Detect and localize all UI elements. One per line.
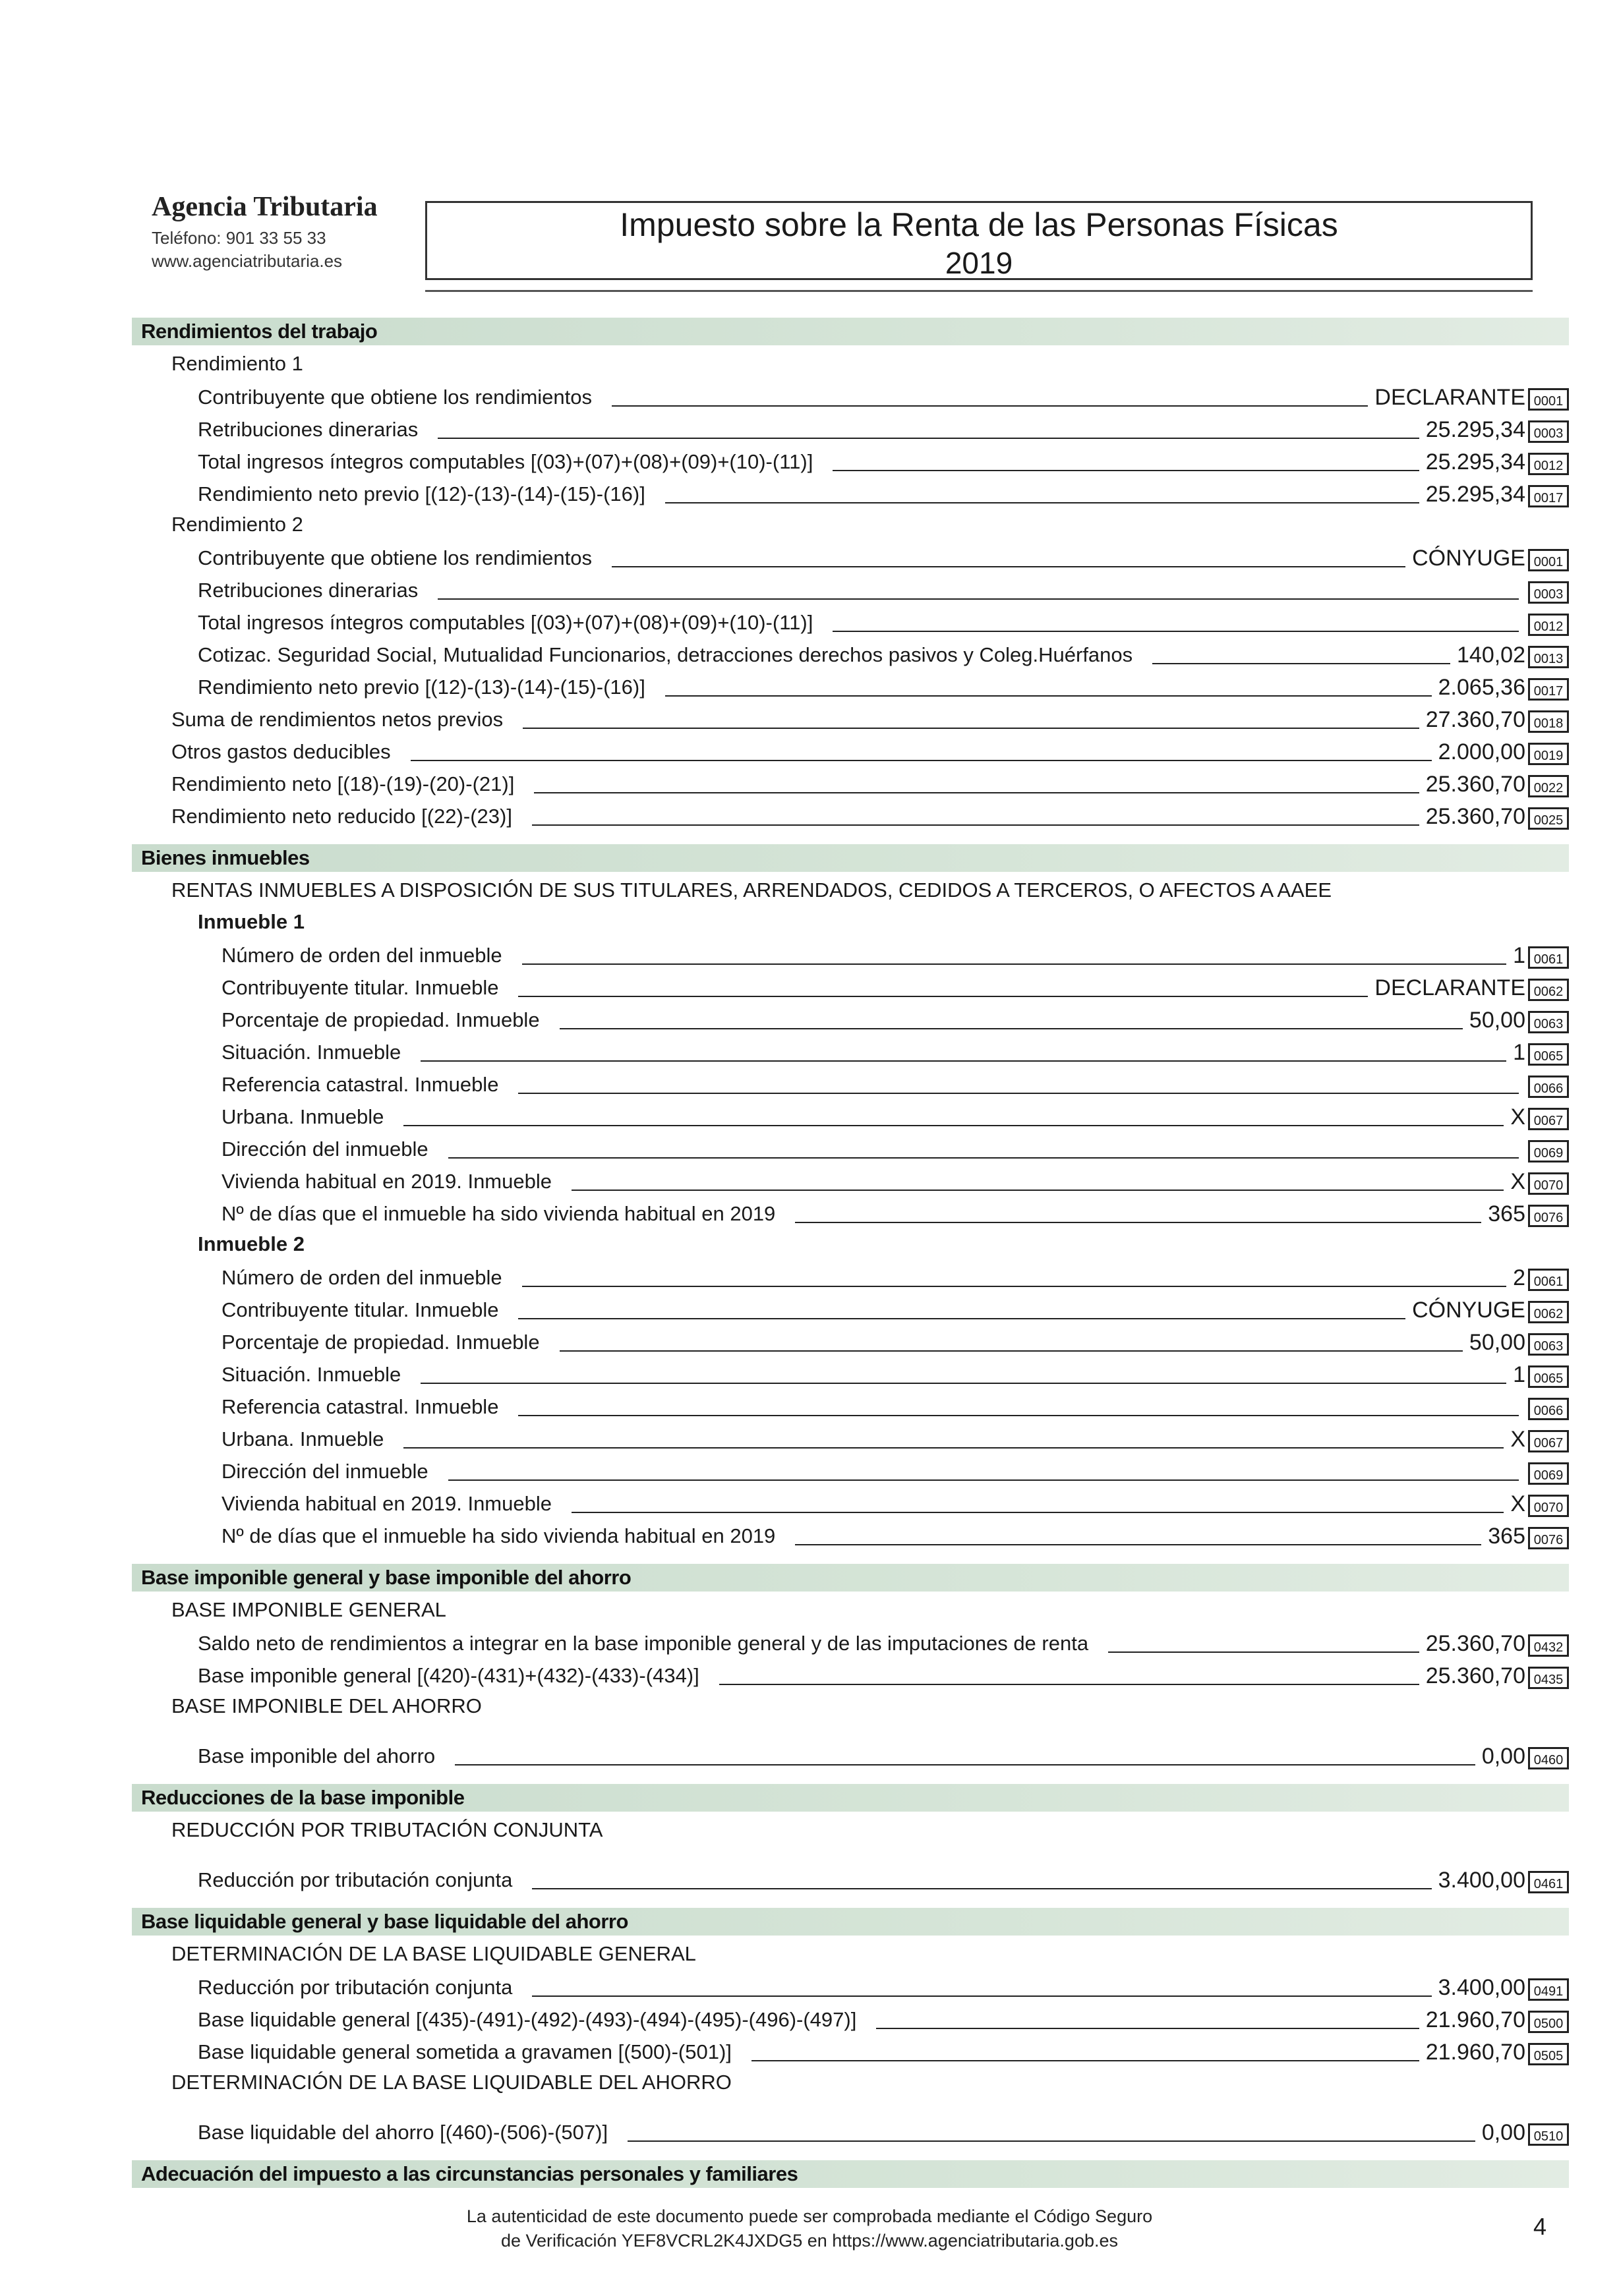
box-code: 0491 — [1528, 1978, 1569, 2001]
form-content — [132, 318, 1569, 2191]
field-label: Saldo neto de rendimientos a integrar en la base imponible general y de las imputaciones de renta — [198, 1632, 1089, 1655]
field-label: Dirección del inmueble — [221, 1137, 428, 1161]
leader-line — [448, 1479, 1519, 1481]
field-label: Nº de días que el inmueble ha sido vivienda habitual en 2019 — [221, 1524, 776, 1547]
box-code: 0012 — [1528, 453, 1569, 475]
leader-line — [421, 1060, 1506, 1062]
field-label: Número de orden del inmueble — [221, 1266, 502, 1289]
field-label: Dirección del inmueble — [221, 1460, 428, 1483]
field-value: 2 — [1513, 1265, 1525, 1290]
field-value: 1 — [1513, 943, 1525, 968]
leader-line — [795, 1544, 1481, 1545]
form-row — [132, 1292, 1569, 1325]
form-row — [132, 1002, 1569, 1035]
leader-line — [438, 598, 1519, 600]
leader-line — [665, 695, 1432, 697]
leader-line — [560, 1350, 1463, 1352]
box-code: 0063 — [1528, 1333, 1569, 1356]
section-header: Reducciones de la base imponible — [132, 1784, 1569, 1812]
field-label: Número de orden del inmueble — [221, 944, 502, 967]
box-code: 0510 — [1528, 2123, 1569, 2146]
form-row — [132, 1658, 1569, 1690]
box-code: 0435 — [1528, 1667, 1569, 1689]
box-code: 0432 — [1528, 1634, 1569, 1657]
field-value: X — [1510, 1491, 1525, 1516]
box-code: 0017 — [1528, 678, 1569, 701]
field-label: Urbana. Inmueble — [221, 1105, 384, 1128]
leader-line — [795, 1222, 1481, 1223]
form-row — [132, 970, 1569, 1002]
form-row — [132, 1421, 1569, 1454]
box-code: 0065 — [1528, 1365, 1569, 1388]
form-row — [132, 734, 1569, 766]
box-code: 0067 — [1528, 1108, 1569, 1130]
leader-line — [612, 566, 1405, 567]
box-code: 0069 — [1528, 1462, 1569, 1485]
verification-footer — [0, 2202, 1619, 2251]
leader-line — [403, 1447, 1504, 1449]
field-value: DECLARANTE — [1374, 385, 1525, 410]
leader-line — [1152, 663, 1450, 664]
box-code: 0066 — [1528, 1398, 1569, 1420]
field-value: 25.360,70 — [1425, 1663, 1525, 1688]
field-label: Reducción por tributación conjunta — [198, 1976, 513, 1999]
field-value: 0,00 — [1481, 1744, 1525, 1769]
form-row — [132, 573, 1569, 605]
form-row — [132, 1357, 1569, 1389]
field-value: X — [1510, 1427, 1525, 1452]
field-label: Urbana. Inmueble — [221, 1427, 384, 1450]
field-label: Rendimiento neto [(18)-(19)-(20)-(21)] — [171, 772, 515, 795]
page-number: 4 — [1533, 2213, 1547, 2240]
field-value: 365 — [1488, 1201, 1525, 1226]
box-code: 0019 — [1528, 743, 1569, 765]
field-label: Contribuyente que obtiene los rendimientos — [198, 386, 592, 409]
box-code: 0076 — [1528, 1205, 1569, 1227]
box-code: 0062 — [1528, 1301, 1569, 1323]
box-code: 0003 — [1528, 581, 1569, 604]
box-code: 0001 — [1528, 549, 1569, 571]
leader-line — [833, 470, 1419, 471]
form-row — [132, 799, 1569, 831]
field-label: Total ingresos íntegros computables [(03)+(07)+(08)+(09)+(10)-(11)] — [198, 450, 813, 473]
form-row — [132, 1196, 1569, 1228]
field-label: Vivienda habitual en 2019. Inmueble — [221, 1492, 552, 1515]
form-row — [132, 1260, 1569, 1292]
leader-line — [523, 728, 1419, 729]
leader-line — [534, 792, 1419, 793]
field-value: CÓNYUGE — [1412, 1298, 1525, 1323]
field-label: Rendimiento neto previo [(12)-(13)-(14)-(15)-(16)] — [198, 675, 645, 699]
agency-brand: Agencia Tributaria — [152, 192, 378, 222]
field-value: 140,02 — [1457, 643, 1525, 668]
form-row — [132, 938, 1569, 970]
field-label: Rendimiento neto reducido [(22)-(23)] — [171, 805, 512, 828]
section-header: Base imponible general y base imponible del ahorro — [132, 1564, 1569, 1592]
leader-line — [522, 1286, 1506, 1287]
field-label: Contribuyente titular. Inmueble — [221, 976, 499, 999]
form-row — [132, 2098, 1569, 2147]
agency-logo — [152, 191, 428, 272]
subsection-label: RENTAS INMUEBLES A DISPOSICIÓN DE SUS TITULARES, ARRENDADOS, CEDIDOS A TERCEROS, O AFECTOS A AAEE — [171, 878, 1332, 902]
box-code: 0067 — [1528, 1430, 1569, 1452]
subsection-label: Rendimiento 1 — [171, 352, 303, 375]
leader-line — [522, 963, 1506, 965]
leader-line — [612, 405, 1368, 407]
field-label: Nº de días que el inmueble ha sido vivienda habitual en 2019 — [221, 1202, 776, 1225]
footer-line-1: La autenticidad de este documento puede ser comprobada mediante el Código Seguro — [466, 2206, 1153, 2226]
leader-line — [438, 438, 1419, 439]
field-label: Base liquidable del ahorro [(460)-(506)-(507)] — [198, 2121, 608, 2144]
form-row — [132, 605, 1569, 637]
box-code: 0500 — [1528, 2011, 1569, 2033]
leader-line — [532, 1995, 1431, 1997]
field-label: Otros gastos deducibles — [171, 740, 391, 763]
box-code: 0460 — [1528, 1747, 1569, 1769]
field-value: X — [1510, 1105, 1525, 1130]
document-title-box — [425, 201, 1533, 280]
box-code: 0012 — [1528, 614, 1569, 636]
box-code: 0013 — [1528, 646, 1569, 668]
form-row — [132, 1067, 1569, 1099]
form-row — [132, 2002, 1569, 2034]
field-value: 25.360,70 — [1425, 772, 1525, 797]
form-row — [132, 1035, 1569, 1067]
box-code: 0070 — [1528, 1172, 1569, 1195]
field-label: Cotizac. Seguridad Social, Mutualidad Funcionarios, detracciones derechos pasivos y Coleg.Huérfanos — [198, 643, 1133, 666]
header-divider — [425, 290, 1533, 292]
form-row — [132, 1846, 1569, 1895]
field-label: Total ingresos íntegros computables [(03)+(07)+(08)+(09)+(10)-(11)] — [198, 611, 813, 634]
form-row — [132, 1132, 1569, 1164]
subsection-label: Rendimiento 2 — [171, 513, 303, 536]
field-value: 21.960,70 — [1425, 2007, 1525, 2032]
leader-line — [455, 1764, 1475, 1765]
leader-line — [719, 1684, 1419, 1685]
form-row — [132, 766, 1569, 799]
box-code: 0461 — [1528, 1871, 1569, 1893]
leader-line — [572, 1512, 1504, 1513]
document-year: 2019 — [945, 246, 1013, 280]
section-header: Bienes inmuebles — [132, 844, 1569, 872]
field-value: 50,00 — [1469, 1330, 1525, 1355]
field-value: 25.295,34 — [1425, 417, 1525, 442]
leader-line — [532, 1888, 1431, 1889]
field-value: 2.065,36 — [1438, 675, 1525, 700]
box-code: 0017 — [1528, 485, 1569, 507]
field-value: 25.360,70 — [1425, 804, 1525, 829]
form-row — [132, 1486, 1569, 1518]
form-row — [132, 2034, 1569, 2067]
field-label: Base imponible del ahorro — [198, 1744, 436, 1767]
field-value: 25.360,70 — [1425, 1631, 1525, 1656]
field-value: 1 — [1513, 1040, 1525, 1065]
form-row — [132, 1722, 1569, 1771]
field-label: Referencia catastral. Inmueble — [221, 1073, 499, 1096]
subsection-label: REDUCCIÓN POR TRIBUTACIÓN CONJUNTA — [171, 1818, 603, 1841]
field-value: CÓNYUGE — [1412, 546, 1525, 571]
leader-line — [532, 824, 1419, 826]
section-header: Adecuación del impuesto a las circunstancias personales y familiares — [132, 2160, 1569, 2188]
box-code: 0003 — [1528, 420, 1569, 443]
form-row — [132, 1325, 1569, 1357]
field-value: 2.000,00 — [1438, 739, 1525, 764]
form-row — [132, 1970, 1569, 2002]
field-label: Contribuyente titular. Inmueble — [221, 1298, 499, 1321]
field-label: Referencia catastral. Inmueble — [221, 1395, 499, 1418]
form-row — [132, 670, 1569, 702]
field-label: Porcentaje de propiedad. Inmueble — [221, 1008, 540, 1031]
field-value: 365 — [1488, 1524, 1525, 1549]
field-label: Vivienda habitual en 2019. Inmueble — [221, 1170, 552, 1193]
leader-line — [665, 502, 1419, 503]
leader-line — [751, 2060, 1419, 2061]
leader-line — [403, 1125, 1504, 1126]
leader-line — [518, 1093, 1519, 1094]
form-row — [132, 1626, 1569, 1658]
field-label: Retribuciones dinerarias — [198, 579, 419, 602]
form-row — [132, 476, 1569, 509]
leader-line — [572, 1190, 1504, 1191]
field-value: 25.295,34 — [1425, 482, 1525, 507]
leader-line — [833, 631, 1519, 632]
leader-line — [1108, 1651, 1419, 1653]
field-value: 27.360,70 — [1425, 707, 1525, 732]
form-row — [132, 380, 1569, 412]
field-label: Rendimiento neto previo [(12)-(13)-(14)-(15)-(16)] — [198, 482, 645, 505]
field-label: Porcentaje de propiedad. Inmueble — [221, 1331, 540, 1354]
form-row — [132, 1454, 1569, 1486]
document-title: Impuesto sobre la Renta de las Personas Físicas — [620, 206, 1338, 243]
form-row — [132, 444, 1569, 476]
form-row — [132, 1518, 1569, 1551]
subsection-label: BASE IMPONIBLE DEL AHORRO — [171, 1694, 482, 1717]
subsection-label: DETERMINACIÓN DE LA BASE LIQUIDABLE GENERAL — [171, 1942, 696, 1965]
subsection-label: Inmueble 1 — [198, 910, 305, 933]
form-row — [132, 1389, 1569, 1421]
box-code: 0076 — [1528, 1527, 1569, 1549]
box-code: 0022 — [1528, 775, 1569, 797]
field-value: 3.400,00 — [1438, 1868, 1525, 1893]
leader-line — [518, 1318, 1405, 1319]
leader-line — [628, 2140, 1475, 2142]
section-header: Rendimientos del trabajo — [132, 318, 1569, 345]
field-value: X — [1510, 1169, 1525, 1194]
leader-line — [421, 1383, 1506, 1384]
subsection-label: Inmueble 2 — [198, 1232, 305, 1255]
field-value: 25.295,34 — [1425, 449, 1525, 474]
subsection-label: BASE IMPONIBLE GENERAL — [171, 1598, 446, 1621]
field-value: 50,00 — [1469, 1008, 1525, 1033]
box-code: 0025 — [1528, 807, 1569, 830]
field-label: Suma de rendimientos netos previos — [171, 708, 504, 731]
box-code: 0062 — [1528, 979, 1569, 1001]
leader-line — [518, 996, 1368, 997]
agency-phone: Teléfono: 901 33 55 33 — [152, 228, 326, 248]
box-code: 0001 — [1528, 388, 1569, 411]
footer-line-2: de Verificación YEF8VCRL2K4JXDG5 en https://www.agenciatributaria.gob.es — [500, 2231, 1118, 2251]
form-row — [132, 1164, 1569, 1196]
box-code: 0066 — [1528, 1076, 1569, 1098]
field-label: Situación. Inmueble — [221, 1041, 401, 1064]
box-code: 0065 — [1528, 1043, 1569, 1066]
field-label: Base liquidable general [(435)-(491)-(492)-(493)-(494)-(495)-(496)-(497)] — [198, 2008, 857, 2031]
field-value: 21.960,70 — [1425, 2040, 1525, 2065]
field-value: 3.400,00 — [1438, 1975, 1525, 2000]
field-value: DECLARANTE — [1374, 975, 1525, 1000]
subsection-label: DETERMINACIÓN DE LA BASE LIQUIDABLE DEL AHORRO — [171, 2071, 732, 2094]
agency-website: www.agenciatributaria.es — [152, 251, 343, 271]
form-row — [132, 412, 1569, 444]
form-row — [132, 702, 1569, 734]
box-code: 0063 — [1528, 1011, 1569, 1033]
leader-line — [411, 760, 1432, 761]
field-label: Base imponible general [(420)-(431)+(432)-(433)-(434)] — [198, 1664, 699, 1687]
box-code: 0061 — [1528, 946, 1569, 969]
box-code: 0018 — [1528, 710, 1569, 733]
field-label: Base liquidable general sometida a gravamen [(500)-(501)] — [198, 2040, 732, 2063]
field-value: 0,00 — [1481, 2120, 1525, 2145]
leader-line — [518, 1415, 1519, 1416]
leader-line — [448, 1157, 1519, 1159]
form-row — [132, 637, 1569, 670]
form-row — [132, 1099, 1569, 1132]
form-row — [132, 540, 1569, 573]
field-label: Situación. Inmueble — [221, 1363, 401, 1386]
leader-line — [560, 1028, 1463, 1029]
section-header: Base liquidable general y base liquidable del ahorro — [132, 1908, 1569, 1936]
box-code: 0070 — [1528, 1495, 1569, 1517]
field-value: 1 — [1513, 1362, 1525, 1387]
field-label: Reducción por tributación conjunta — [198, 1868, 513, 1891]
box-code: 0061 — [1528, 1269, 1569, 1291]
box-code: 0505 — [1528, 2043, 1569, 2065]
leader-line — [876, 2028, 1419, 2029]
box-code: 0069 — [1528, 1140, 1569, 1162]
field-label: Retribuciones dinerarias — [198, 418, 419, 441]
field-label: Contribuyente que obtiene los rendimientos — [198, 546, 592, 569]
